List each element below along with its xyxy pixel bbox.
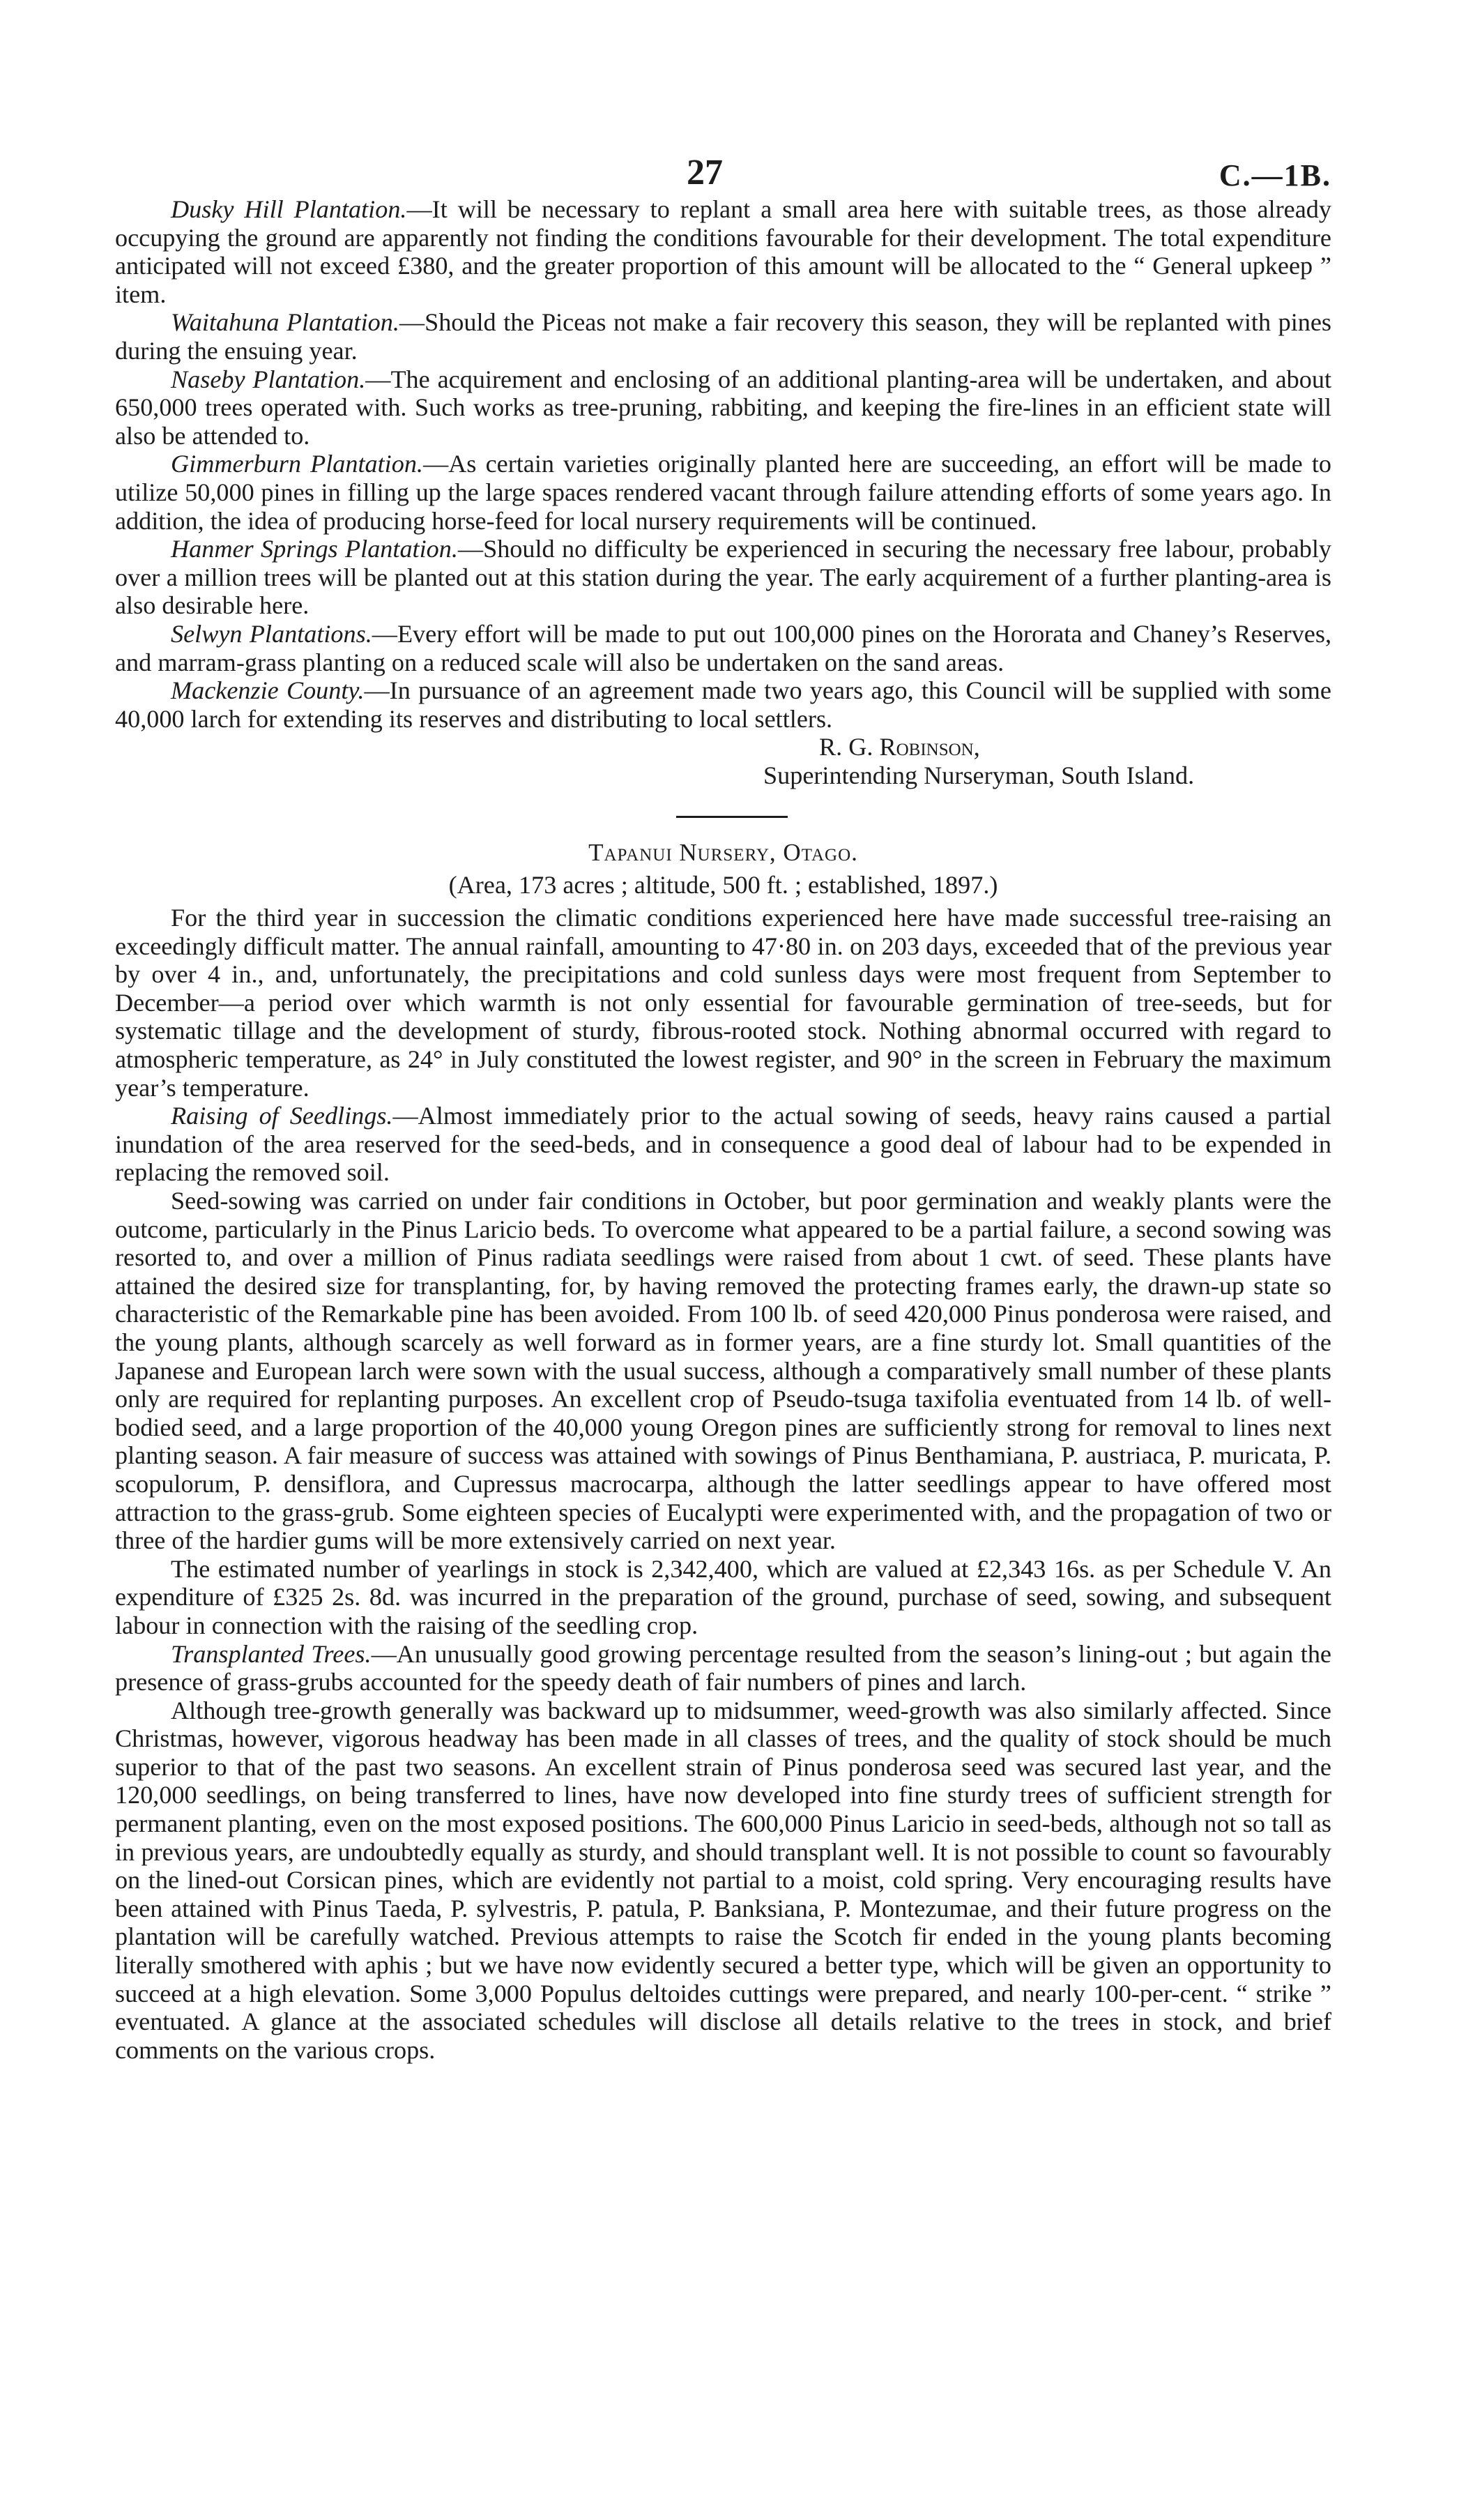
paragraph [115,1187,1331,1555]
paragraph [115,535,1331,620]
nursery-section [115,904,1331,2064]
paragraph [115,620,1331,676]
paragraph [115,195,1331,308]
document-code: C.—1B. [1219,158,1331,192]
paragraph [115,904,1331,1102]
paragraph-lead: Gimmerburn Plantation. [171,450,423,478]
paragraph [115,676,1331,733]
section-subheading: (Area, 173 acres ; altitude, 500 ft. ; established, 1897.) [448,871,998,900]
paragraph-text: The estimated number of yearlings in stock is 2,342,400, which are valued at £2,343 16s. as per Schedule V. An expenditure of £325 2s. 8d. was incurred in the preparation of the ground, purchase of seed, sowing, and subsequent labour in connection with the raising of the seedling crop. [115,1554,1331,1639]
paragraph-text: —Should the Piceas not make a fair recovery this season, they will be replanted with pines during the ensuing year. [115,308,1331,365]
signature-name: R. G. Robinson, [819,733,980,761]
paragraph [115,365,1331,450]
paragraph-lead: Mackenzie County. [171,676,365,705]
paragraph-lead: Transplanted Trees. [171,1639,372,1668]
paragraph-text: —Almost immediately prior to the actual sowing of seeds, heavy rains caused a partial inundation of the area reserved for the seed-beds, and in consequence a good deal of labour had to be expended in replacing the removed soil. [115,1102,1332,1187]
paragraph-text: —The acquirement and enclosing of an additional planting-area will be undertaken, and about 650,000 trees operated with. Such works as tree-pruning, rabbiting, and keeping the fire-lines in an efficient state will also be attended to. [115,365,1331,450]
paragraph-lead: Waitahuna Plantation. [171,308,399,337]
paragraph-text: —As certain varieties originally planted here are succeeding, an effort will be made to utilize 50,000 pines in filling up the large spaces rendered vacant through failure attending efforts of some years ago. In addition, the idea of producing horse-feed for local nursery requirements will be continued. [115,450,1331,535]
signature-title: Superintending Nurseryman, South Island. [763,761,1195,789]
paragraph-lead: Selwyn Plantations. [171,619,372,648]
paragraph [115,1102,1331,1187]
paragraph [115,1555,1331,1640]
paragraph-lead: Dusky Hill Plantation. [171,195,407,223]
section-heading: Tapanui Nursery, Otago. [588,839,858,867]
paragraph [115,1697,1331,2065]
paragraph-text: Seed-sowing was carried on under fair conditions in October, but poor germination and weakly plants were the outcome, particularly in the Pinus Laricio beds. To overcome what appeared to be a partial failure, a second sowing was resorted to, and over a million of Pinus radiata seedlings were raised from about 1 cwt. of seed. These plants have attained the desired size for transplanting, for, by having removed the protecting frames early, the drawn-up state so characteristic of the Remarkable pine has been avoided. From 100 lb. of seed 420,000 Pinus ponderosa were raised, and the young plants, although scarcely as well forward as in former years, are a fine sturdy lot. Small quantities of the Japanese and European larch were sown with the usual success, although a comparatively small number of these plants only are required for replanting purposes. An excellent crop of Pseudo-tsuga taxifolia eventuated from 14 lb. of well-bodied seed, and a large proportion of the 40,000 young Oregon pines are sufficiently strong for removal to lines next planting season. A fair measure of success was attained with sowings of Pinus Benthamiana, P. austriaca, P. muricata, P. scopulorum, P. densiflora, and Cupressus macrocarpa, although the latter seedlings appear to have offered most attraction to the grass-grub. Some eighteen species of Eucalypti were experimented with, and the propagation of two or three of the hardier gums will be more extensively carried on next year. [115,1187,1331,1555]
paragraph-text: For the third year in succession the climatic conditions experienced here have made successful tree-raising an exceedingly difficult matter. The annual rainfall, amounting to 47·80 in. on 203 days, exceeded that of the previous year by over 4 in., and, unfortunately, the precipitations and cold sunless days were most frequent from September to December—a period over which warmth is not only essential for favourable germination of tree-seeds, but for systematic tillage and the development of sturdy, fibrous-rooted stock. Nothing abnormal occurred with regard to atmospheric temperature, as 24° in July constituted the lowest register, and 90° in the screen in February the maximum year’s temperature. [115,904,1331,1102]
paragraph-lead: Raising of Seedlings. [171,1102,393,1130]
page-number: 27 [687,153,723,192]
paragraph [115,1640,1331,1697]
paragraph-text: —An unusually good growing percentage resulted from the season’s lining-out ; but again the presence of grass-grubs accounted for the speedy death of fair numbers of pines and larch. [115,1639,1331,1697]
paragraph-text: —Should no difficulty be experienced in securing the necessary free labour, probably over a million trees will be planted out at this station during the year. The early acquirement of a further planting-area is also desirable here. [115,535,1331,620]
document-page [115,139,1331,2064]
paragraph-text: Although tree-growth generally was backward up to midsummer, weed-growth was also similarly affected. Since Christmas, however, vigorous headway has been made in all classes of trees, and the quality of stock should be much superior to that of the past two seasons. An excellent strain of Pinus ponderosa seed was secured last year, and the 120,000 seedlings, on being transferred to lines, have now developed into fine sturdy trees of sufficient strength for permanent planting, even on the most exposed positions. The 600,000 Pinus Laricio in seed-beds, although not so tall as in previous years, are undoubtedly equally as sturdy, and should transplant well. It is not possible to count so favourably on the lined-out Corsican pines, which are evidently not partial to a moist, cold spring. Very encouraging results have been attained with Pinus Taeda, P. sylvestris, P. patula, P. Banksiana, P. Montezumae, and their future progress on the plantation will be carefully watched. Previous attempts to raise the Scotch fir ended in the young plants becoming literally smothered with aphis ; but we have now evidently secured a better type, which will be given an opportunity to succeed at a high elevation. Some 3,000 Populus deltoides cuttings were prepared, and nearly 100-per-cent. “ strike ” eventuated. A glance at the associated schedules will disclose all details relative to the trees in stock, and brief comments on the various crops. [115,1696,1331,2064]
paragraph [115,450,1331,535]
paragraph-text: —It will be necessary to replant a small area here with suitable trees, as those already occupying the ground are apparently not finding the conditions favourable for their development. The total expenditure anticipated will not exceed £380, and the greater proportion of this amount will be allocated to the “ General upkeep ” item. [115,195,1331,308]
paragraph [115,308,1331,365]
paragraph-lead: Hanmer Springs Plantation. [171,535,458,563]
section-divider [676,816,788,818]
plantations-section [115,195,1331,733]
paragraph-text: —In pursuance of an agreement made two years ago, this Council will be supplied with some 40,000 larch for extending its reserves and distributing to local settlers. [115,676,1331,733]
paragraph-text: —Every effort will be made to put out 100,000 pines on the Hororata and Chaney’s Reserves, and marram-grass planting on a reduced scale will also be undertaken on the sand areas. [115,619,1331,676]
paragraph-lead: Naseby Plantation. [171,365,366,393]
page-header [115,139,1331,195]
